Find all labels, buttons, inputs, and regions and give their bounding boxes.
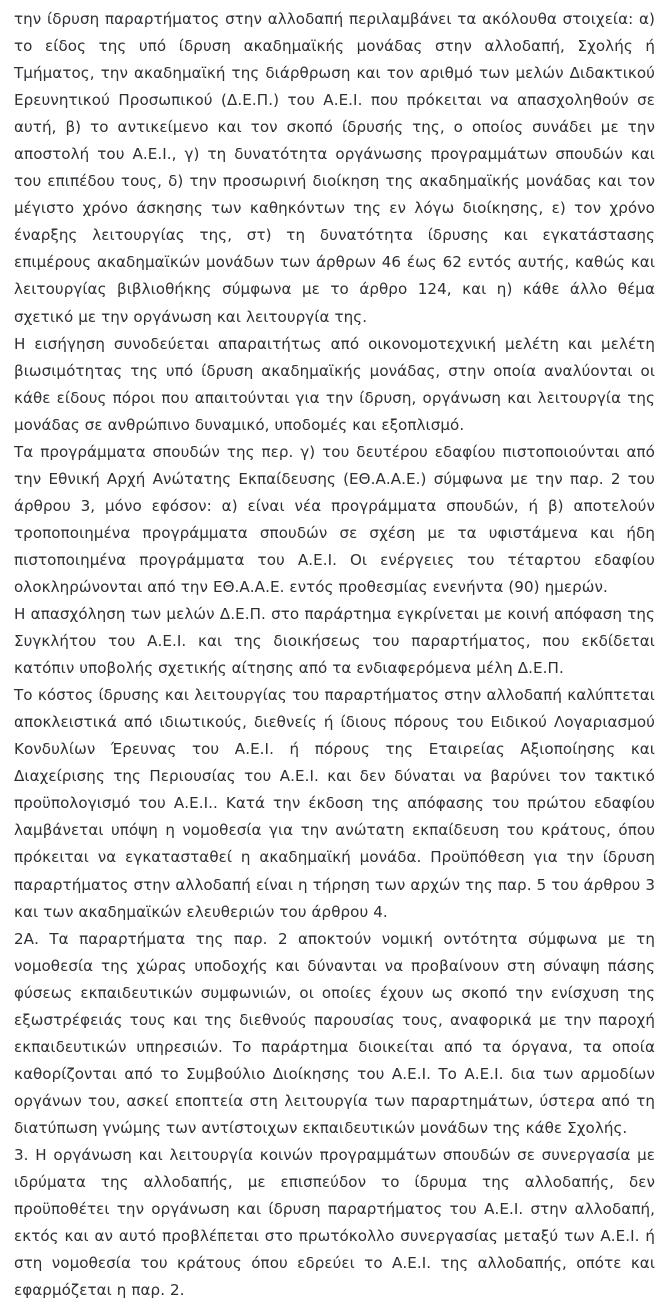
paragraph: Τα προγράμματα σπουδών της περ. γ) του δευτέρου εδαφίου πιστοποιούνται από την Εθνική Αρχή Ανώτατης Εκπαίδευσης (ΕΘ.Α.Α.Ε.) σύμφωνα με την παρ. 2 του άρθρου 3, μόνο εφόσον: α) είναι νέα προγράμματα σπουδών, ή β) αποτελούν τροποποιημένα προγράμματα σπουδών σε σχέση με τα υφιστάμενα και ήδη πιστοποιημένα προγράμματα του Α.Ε.Ι. Οι ενέργειες του τέταρτου εδαφίου ολοκληρώνονται από την ΕΘ.Α.Α.Ε. εντός προθεσμίας ενενήντα (90) ημερών. (14, 442, 655, 596)
paragraph: 2Α. Τα παραρτήματα της παρ. 2 αποκτούν νομική οντότητα σύμφωνα με τη νομοθεσία της χώρας υποδοχής και δύνανται να προβαίνουν στη σύναψη πάσης φύσεως εκπαιδευτικών συμφωνιών, οι οποίες έχουν ως σκοπό την ενίσχυση της εξωστρέφειάς τους και της διεθνούς παρουσίας τους, αναφορικά με την παροχή εκπαιδευτικών υπηρεσιών. Το παράρτημα διοικείται από τα όργανα, τα οποία καθορίζονται από το Συμβούλιο Διοίκησης του Α.Ε.Ι. Το Α.Ε.Ι. δια των αρμοδίων οργάνων του, ασκεί εποπτεία στη λειτουργία των παραρτημάτων, ύστερα από τη διατύπωση γνώμης των αντίστοιχων εκπαιδευτικών μονάδων της κάθε Σχολής. (14, 929, 655, 1137)
paragraph: Η απασχόληση των μελών Δ.Ε.Π. στο παράρτημα εγκρίνεται με κοινή απόφαση της Συγκλήτου του Α.Ε.Ι. και της διοικήσεως του παραρτήματος, που εκδίδεται κατόπιν υποβολής σχετικής αίτησης από τα ενδιαφερόμενα μέλη Δ.Ε.Π. (14, 605, 655, 678)
paragraph: 3. Η οργάνωση και λειτουργία κοινών προγραμμάτων σπουδών σε συνεργασία με ιδρύματα της αλλοδαπής, με επισπεύδον το ίδρυμα της αλλοδαπής, δεν προϋποθέτει την οργάνωση και ίδρυση παραρτήματος του Α.Ε.Ι. στην αλλοδαπή, εκτός και αν αυτό προβλέπεται στο πρωτόκολλο συνεργασίας μεταξύ των Α.Ε.Ι. ή στη νομοθεσία του κράτους όπου εδρεύει το Α.Ε.Ι. της αλλοδαπής, οπότε και εφαρμόζεται η παρ. 2. (14, 1145, 655, 1300)
paragraph: την ίδρυση παραρτήματος στην αλλοδαπή περιλαμβάνει τα ακόλουθα στοιχεία: α) το είδος της υπό ίδρυση ακαδημαϊκής μονάδας στην αλλοδαπή, Σχολής ή Τμήματος, την ακαδημαϊκή της διάρθρωση και τον αριθμό των μελών Διδακτικού Ερευνητικού Προσωπικού (Δ.Ε.Π.) του Α.Ε.Ι. που πρόκειται να απασχοληθούν σε αυτή, β) το αντικείμενο και τον σκοπό ίδρυσής της, ο οποίος συνάδει με την αποστολή του Α.Ε.Ι., γ) τη δυνατότητα οργάνωσης προγραμμάτων σπουδών και του επιπέδου τους, δ) την προσωρινή διοίκηση της ακαδημαϊκής μονάδας και τον μέγιστο χρόνο άσκησης των καθηκόντων της εν λόγω διοίκησης, ε) τον χρόνο έναρξης λειτουργίας της, στ) τη δυνατότητα ίδρυσης και εγκατάστασης επιμέρους ακαδημαϊκών μονάδων των άρθρων 46 έως 62 εντός αυτής, καθώς και λειτουργίας βιβλιοθήκης σύμφωνα με το άρθρο 124, και η) κάθε άλλο θέμα σχετικό με την οργάνωση και λειτουργία της. (14, 10, 655, 326)
paragraph: Το κόστος ίδρυσης και λειτουργίας του παραρτήματος στην αλλοδαπή καλύπτεται αποκλειστικά από ιδιωτικούς, διεθνείς ή ίδιους πόρους του Ειδικού Λογαριασμού Κονδυλίων Έρευνας του Α.Ε.Ι. ή πόρους της Εταιρείας Αξιοποίησης και Διαχείρισης της Περιουσίας του Α.Ε.Ι. και δεν δύναται να βαρύνει τον τακτικό προϋπολογισμό του Α.Ε.Ι.. Κατά την έκδοση της απόφασης του πρώτου εδαφίου λαμβάνεται υπόψη η νομοθεσία για την ανώτατη εκπαίδευση του κράτους, όπου πρόκειται να εγκατασταθεί η ακαδημαϊκή μονάδα. Προϋπόθεση για την ίδρυση παραρτήματος στην αλλοδαπή είναι η τήρηση των αρχών της παρ. 5 του άρθρου 3 και των ακαδημαϊκών ελευθεριών του άρθρου 4. (14, 686, 655, 921)
paragraph: Η εισήγηση συνοδεύεται απαραιτήτως από οικονομοτεχνική μελέτη και μελέτη βιωσιμότητας της υπό ίδρυση ακαδημαϊκής μονάδας, στην οποία αναλύονται οι κάθε είδους πόροι που απαιτούνται για την ίδρυση, οργάνωση και λειτουργία της μονάδας σε ανθρώπινο δυναμικό, υποδομές και εξοπλισμό. (14, 334, 655, 434)
document-text-body (14, 6, 655, 1304)
